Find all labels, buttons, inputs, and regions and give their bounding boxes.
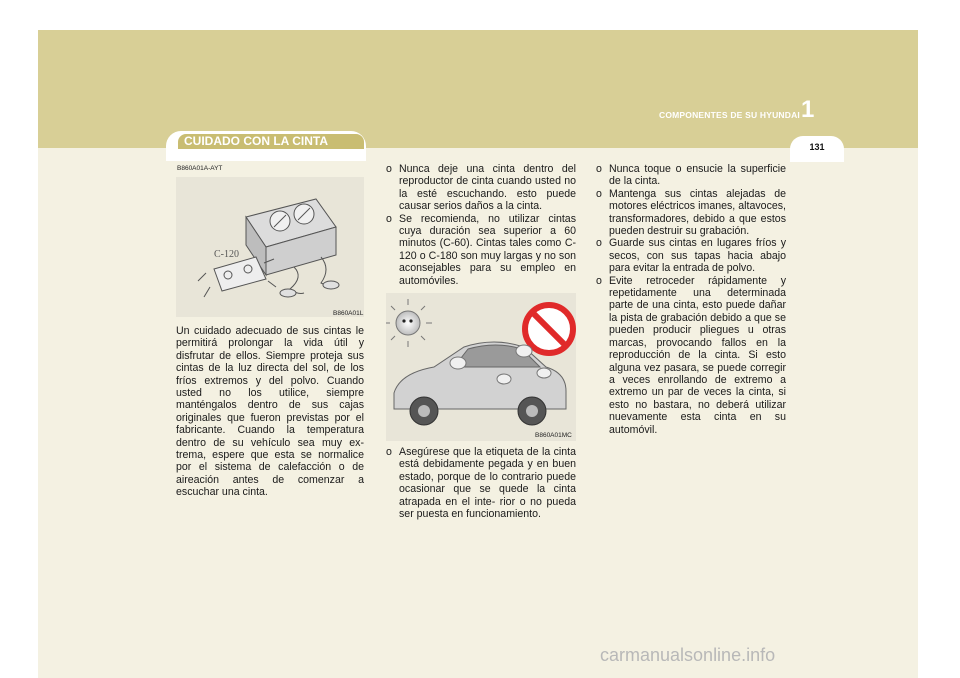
column-2-bottom: [386, 446, 576, 520]
column-1: [176, 325, 364, 499]
column-2-top: [386, 163, 576, 287]
section-code: B860A01A-AYT: [177, 165, 223, 172]
list-item: [386, 213, 576, 287]
figure2-caption: B860A01MC: [535, 432, 572, 439]
figure1-caption: B860A01L: [333, 310, 364, 317]
cassette-tape-icon: [198, 257, 276, 297]
list-item-text: Asegúrese que la etiqueta de la cinta está debidamente pegada y en buen estado, porque de lo contrario puede ocasionar que se quede la cinta atrapada en el inte- rior o no pueda ser puesta en funcionamiento.: [399, 446, 576, 521]
bullet: o: [386, 212, 392, 225]
list-item: [596, 188, 786, 238]
list-item: [386, 163, 576, 213]
list-item-text: Mantenga sus cintas alejadas de motores eléctricos imanes, altavoces, transformadores, debido a que estos pueden destruir su grabación.: [609, 187, 786, 238]
cassette-drawing: [176, 177, 364, 317]
header-band: [38, 30, 918, 148]
section-title-text: CUIDADO CON LA CINTA: [184, 134, 328, 148]
list-item: [596, 275, 786, 436]
bullet: o: [386, 446, 392, 458]
section-title: [178, 134, 364, 149]
cassette-label: C-120: [214, 249, 239, 260]
bullet: o: [596, 187, 602, 200]
car-drawing: [386, 293, 576, 441]
list-item: [596, 163, 786, 188]
sun-icon: [386, 299, 432, 347]
bullet: o: [596, 237, 602, 250]
prohibition-sign-icon: [525, 305, 573, 353]
page-number: 131: [809, 142, 825, 152]
chapter-number: 1: [801, 96, 815, 123]
list-item-text: Nunca toque o ensucie la superficie de la cinta.: [609, 163, 786, 188]
bullet: o: [596, 274, 602, 287]
list-item: [596, 237, 786, 274]
radio-unit-icon: [246, 199, 339, 297]
bullet: o: [596, 163, 602, 175]
bullet: o: [386, 163, 392, 175]
list-item-text: Nunca deje una cinta dentro del reproductor de cinta cuando usted no la esté escuchando. esto puede causar serios daños a la cinta.: [399, 163, 576, 213]
list-item-text: Guarde sus cintas en lugares fríos y secos, con sus tapas hacia abajo para evitar la entrada de polvo.: [609, 237, 786, 275]
watermark: carmanualsonline.info: [600, 645, 776, 665]
list-item-text: Evite retroceder rápidamente y repetidamente una determinada parte de una cinta, esto puede dañar la pista de grabación debido a que se pueden producir pliegues u otras marcas, provocando fallos en la reproducción de la cinta. Si esto alguna vez pasara, se puede corregir a veces enrollando de extremo a extremo un par de veces la cinta, si esto no bastara, no deberá utilizar nuevamente esta cinta en su automóvil.: [609, 274, 786, 436]
column-3: [596, 163, 786, 436]
list-item: [386, 446, 576, 520]
list-item-text: Se recomienda, no utilizar cintas cuya duración sea superior a 60 minutos (C-60). Cintas tales como C-120 o C-180 son muy largas y no son aconsejables para su empleo en automóviles.: [399, 212, 576, 287]
car-sun-illustration: [386, 293, 576, 441]
chapter-label: COMPONENTES DE SU HYUNDAI: [658, 110, 800, 120]
intro-paragraph: Un cuidado adecuado de sus cintas le permitirá prolongar la vida útil y disfrutar de ellos. Siempre proteja sus cintas de la luz directa del sol, de los fríos extremos y del polvo. Cuando usted no los utilice, siempre manténgalos dentro de sus cajas originales que fueron previstas por el fabricante. Cuando la temperatura dentro de su vehículo sea muy ex- trema, espere que esta se normalice por el sistema de calefacción o de aireación antes de comenzar a escuchar una cinta.: [176, 325, 364, 499]
cassette-illustration: [176, 177, 364, 317]
